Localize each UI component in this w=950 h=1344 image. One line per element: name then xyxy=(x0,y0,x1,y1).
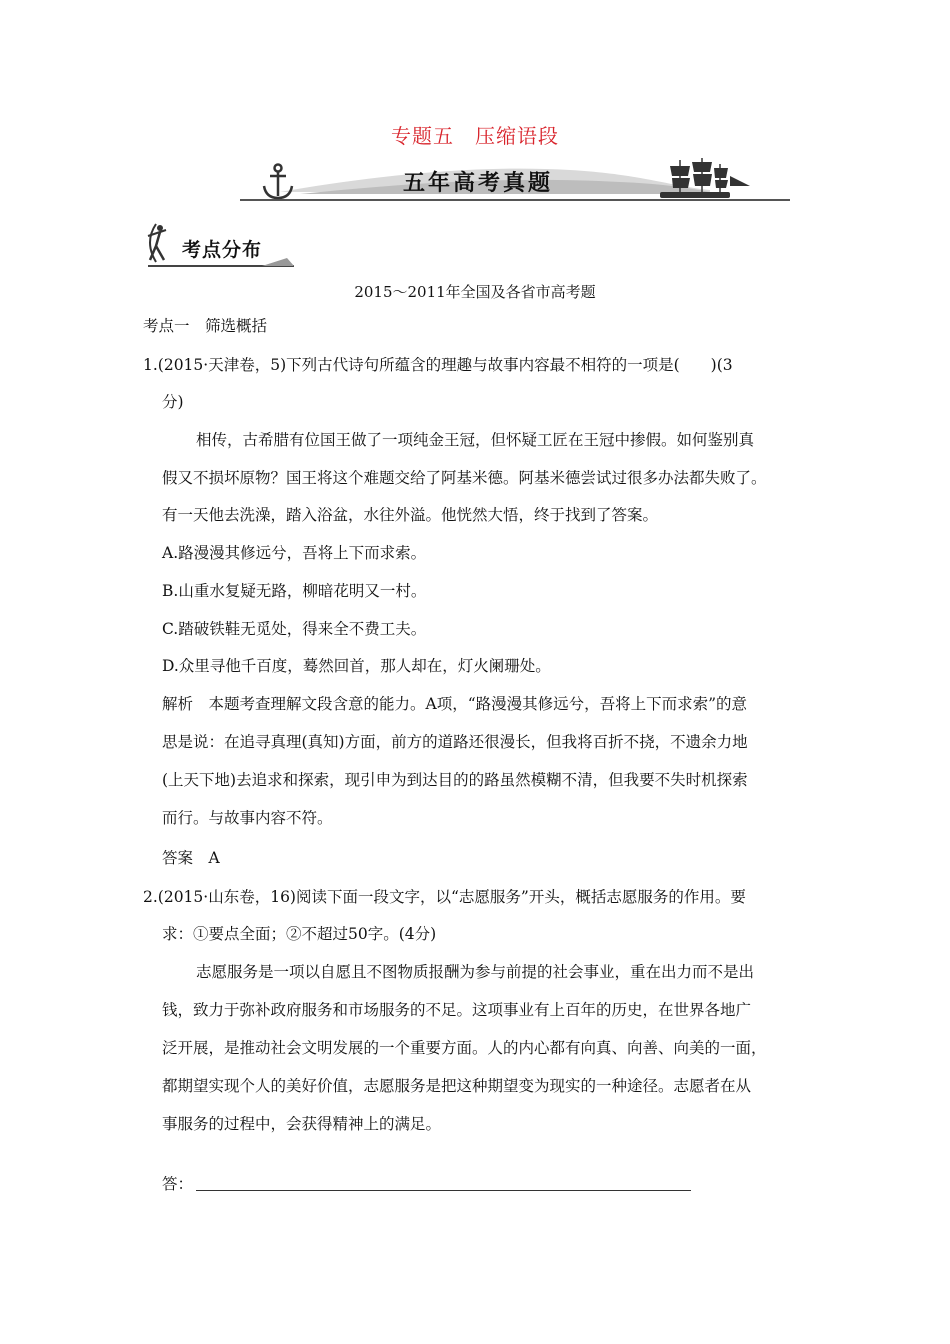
q2-answer-blank[interactable] xyxy=(196,1190,691,1191)
page-title: 专题五 压缩语段 xyxy=(391,124,559,148)
q2-passage-line: 志愿服务是一项以自愿且不图物质报酬为参与前提的社会事业，重在出力而不是出 xyxy=(196,963,755,981)
q2-passage-line: 都期望实现个人的美好价值，志愿服务是把这种期望变为现实的一种途径。志愿者在从 xyxy=(162,1077,752,1095)
q1-passage-line: 相传，古希腊有位国王做了一项纯金王冠，但怀疑工匠在王冠中掺假。如何鉴别真 xyxy=(196,431,755,449)
q1-passage-line: 有一天他去洗澡，踏入浴盆，水往外溢。他恍然大悟，终于找到了答案。 xyxy=(162,506,659,524)
q1-analysis-line: 解析 本题考查理解文段含意的能力。A项，“路漫漫其修远兮，吾将上下而求索”的意 xyxy=(162,695,748,713)
q1-analysis-line: 而行。与故事内容不符。 xyxy=(162,809,333,827)
sailing-ship-icon xyxy=(660,158,750,198)
q1-option-c: C.踏破铁鞋无觅处，得来全不费工夫。 xyxy=(162,620,427,638)
q1-stem-line-2: 分) xyxy=(162,393,184,411)
q1-analysis-line: (上天下地)去追求和探索，现引申为到达目的的路虽然模糊不清，但我要不失时机探索 xyxy=(162,771,748,789)
q2-passage-line: 钱，致力于弥补政府服务和市场服务的不足。这项事业有上百年的历史，在世界各地广 xyxy=(162,1001,752,1019)
q2-stem-line-1: 2.(2015·山东卷，16)阅读下面一段文字，以“志愿服务”开头，概括志愿服务的作用。要 xyxy=(143,888,746,906)
q2-answer-label: 答： xyxy=(162,1175,194,1193)
q1-stem-line-1: 1.(2015·天津卷，5)下列古代诗句所蕴含的理趣与故事内容最不相符的一项是( )(3 xyxy=(143,356,733,374)
q2-passage-line: 泛开展，是推动社会文明发展的一个重要方面。人的内心都有向真、向善、向美的一面， xyxy=(162,1039,767,1057)
banner-title: 五年高考真题 xyxy=(402,171,553,196)
q2-stem-line-2: 求：①要点全面；②不超过50字。(4分) xyxy=(162,925,437,943)
subheading: 2015～2011年全国及各省市高考题 xyxy=(354,283,596,301)
q1-answer: 答案 A xyxy=(162,849,220,867)
q1-option-a: A.路漫漫其修远兮，吾将上下而求索。 xyxy=(162,544,427,562)
q1-passage-line: 假又不损坏原物？国王将这个难题交给了阿基米德。阿基米德尝试过很多办法都失败了。 xyxy=(162,469,767,487)
q1-option-b: B.山重水复疑无路，柳暗花明又一村。 xyxy=(162,582,427,600)
q1-analysis-line: 思是说：在追寻真理(真知)方面，前方的道路还很漫长，但我将百折不挠，不遗余力地 xyxy=(162,733,748,751)
section-badge-label: 考点分布 xyxy=(182,239,263,261)
q1-option-d: D.众里寻他千百度，蓦然回首，那人却在，灯火阑珊处。 xyxy=(162,657,551,675)
topic-heading: 考点一 筛选概括 xyxy=(143,317,268,335)
q2-passage-line: 事服务的过程中，会获得精神上的满足。 xyxy=(162,1115,442,1133)
anchor-icon xyxy=(264,165,292,199)
